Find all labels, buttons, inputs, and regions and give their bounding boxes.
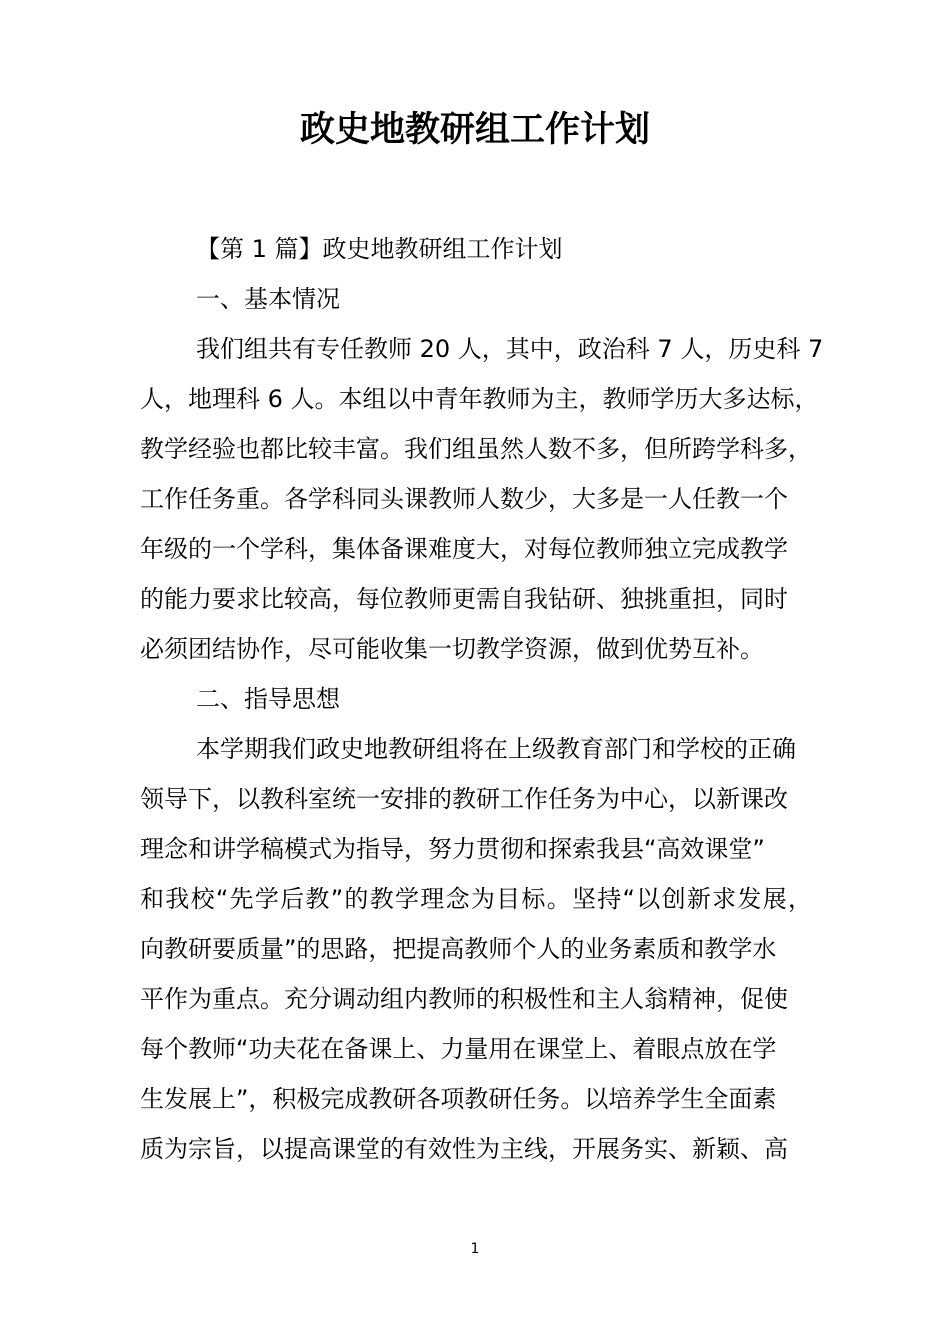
paragraph-line: 必须团结协作，尽可能收集一切教学资源，做到优势互补。	[140, 635, 764, 663]
paragraph-line: 质为宗旨，以提高课堂的有效性为主线，开展务实、新颖、高	[140, 1135, 788, 1163]
section-heading: 【第 1 篇】政史地教研组工作计划	[196, 235, 563, 263]
paragraph-line: 向教研要质量”的思路，把提高教师个人的业务素质和教学水	[140, 935, 777, 963]
paragraph-line: 年级的一个学科，集体备课难度大，对每位教师独立完成教学	[140, 535, 788, 563]
paragraph-line: 和我校“先学后教”的教学理念为目标。坚持“以创新求发展，	[140, 885, 812, 913]
paragraph-line: 人，地理科 6 人。本组以中青年教师为主，教师学历大多达标，	[140, 385, 819, 413]
section-heading: 一、基本情况	[196, 285, 340, 313]
paragraph-line: 工作任务重。各学科同头课教师人数少，大多是一人任教一个	[140, 485, 788, 513]
document-title: 政史地教研组工作计划	[299, 110, 650, 150]
section-heading: 二、指导思想	[196, 685, 340, 713]
paragraph-line: 的能力要求比较高，每位教师更需自我钻研、独挑重担，同时	[140, 585, 788, 613]
paragraph-line: 我们组共有专任教师 20 人，其中，政治科 7 人，历史科 7	[196, 335, 824, 363]
page-number: 1	[470, 1241, 480, 1257]
paragraph-line: 生发展上”，积极完成教研各项教研任务。以培养学生全面素	[140, 1085, 777, 1113]
paragraph-line: 本学期我们政史地教研组将在上级教育部门和学校的正确	[196, 735, 796, 763]
paragraph-line: 教学经验也都比较丰富。我们组虽然人数不多，但所跨学科多，	[140, 435, 812, 463]
paragraph-line: 每个教师“功夫花在备课上、力量用在课堂上、着眼点放在学	[140, 1035, 777, 1063]
paragraph-line: 领导下，以教科室统一安排的教研工作任务为中心，以新课改	[140, 785, 788, 813]
paragraph-line: 理念和讲学稿模式为指导，努力贯彻和探索我县“高效课堂”	[140, 835, 765, 863]
document-body	[140, 224, 824, 1174]
paragraph-line: 平作为重点。充分调动组内教师的积极性和主人翁精神，促使	[140, 985, 788, 1013]
